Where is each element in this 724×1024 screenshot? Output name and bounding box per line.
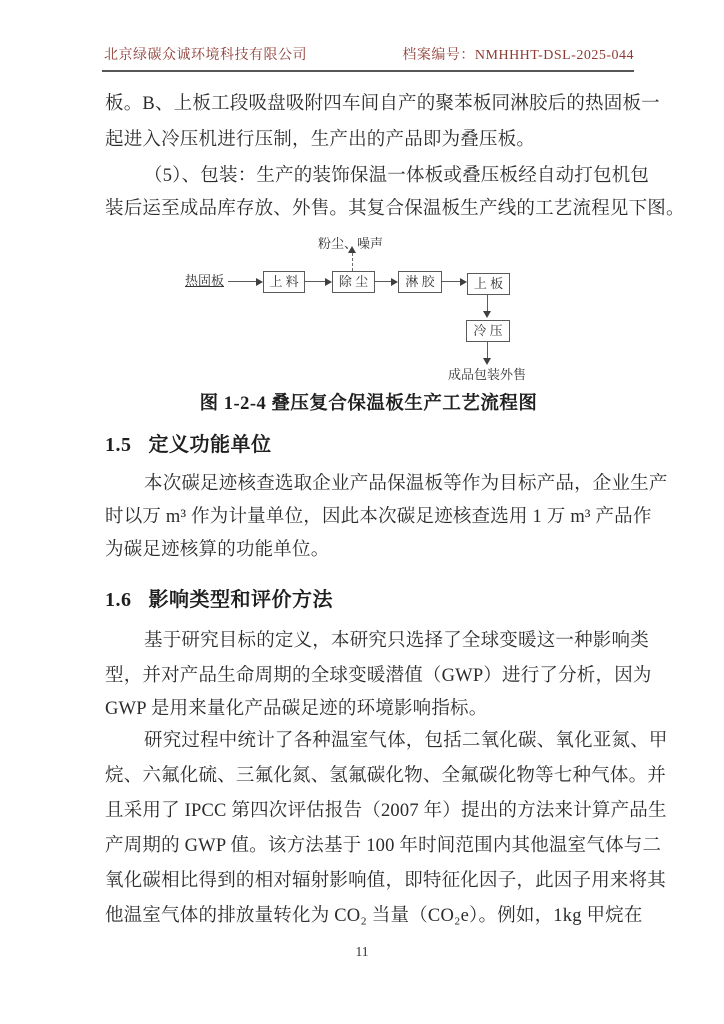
header-rule <box>102 70 634 72</box>
section-number: 1.6 <box>105 589 132 611</box>
paragraph-line: 起进入冷压机进行压制，生产出的产品即为叠压板。 <box>105 130 536 150</box>
section-heading-1-6 <box>105 583 333 612</box>
flow-step-feeding: 上 料 <box>263 271 305 293</box>
arrow-right-icon <box>460 278 467 286</box>
paragraph-line: 时以万 m³ 作为计量单位，因此本次碳足迹核查选用 1 万 m³ 产品作 <box>105 507 652 527</box>
section-title: 定义功能单位 <box>148 434 272 456</box>
paragraph-line: GWP 是用来量化产品碳足迹的环境影响指标。 <box>105 699 488 719</box>
flow-line <box>487 295 488 311</box>
flow-input-label: 热固板 <box>185 273 225 288</box>
page-number: 11 <box>355 944 369 959</box>
flow-step-cold-pressing: 冷 压 <box>466 320 510 342</box>
arrow-right-icon <box>256 278 263 286</box>
flow-line <box>375 281 391 282</box>
header-company-name: 北京绿碳众诚环境科技有限公司 <box>104 48 307 63</box>
flow-line <box>305 281 325 282</box>
flow-line <box>487 342 488 358</box>
paragraph-line: 烷、六氟化硫、三氟化氮、氢氟碳化物、全氟碳化物等七种气体。并 <box>105 766 667 786</box>
paragraph-line: 装后运至成品库存放、外售。其复合保温板生产线的工艺流程见下图。 <box>105 199 685 219</box>
paragraph-line: 型，并对产品生命周期的全球变暖潜值（GWP）进行了分析，因为 <box>105 666 652 686</box>
paragraph-line: 且采用了 IPCC 第四次评估报告（2007 年）提出的方法来计算产品生 <box>105 801 667 821</box>
header-archive-number <box>402 47 634 65</box>
flow-step-dust-removal: 除 尘 <box>332 271 375 293</box>
paragraph-line: 为碳足迹核算的功能单位。 <box>105 540 330 560</box>
paragraph-line: 他温室气体的排放量转化为 CO₂ 当量（CO₂e）。例如，1kg 甲烷在 <box>105 906 643 926</box>
flow-emission-label: 粉尘、噪声 <box>318 236 384 251</box>
flow-dashed-line <box>352 253 353 271</box>
process-flowchart <box>105 232 632 388</box>
arrow-right-icon <box>325 278 332 286</box>
arrow-right-icon <box>391 278 398 286</box>
section-heading-1-5 <box>105 428 272 457</box>
section-title: 影响类型和评价方法 <box>148 589 333 611</box>
paragraph-line: 氧化碳相比得到的相对辐射影响值，即特征化因子，此因子用来将其 <box>105 871 667 891</box>
arrow-down-icon <box>483 358 491 365</box>
figure-caption: 图 1-2-4 叠压复合保温板生产工艺流程图 <box>199 394 538 414</box>
flow-output-label: 成品包装外售 <box>448 367 527 382</box>
arrow-down-icon <box>483 311 491 318</box>
arrow-up-icon <box>348 246 356 253</box>
paragraph-line: 产周期的 GWP 值。该方法基于 100 年时间范围内其他温室气体与二 <box>105 836 662 856</box>
flow-step-board-loading: 上 板 <box>467 273 510 295</box>
section-number: 1.5 <box>105 434 132 456</box>
flow-line <box>228 281 256 282</box>
flow-step-glue-pouring: 淋 胶 <box>398 271 442 293</box>
paragraph-line: 板。B、上板工段吸盘吸附四车间自产的聚苯板同淋胶后的热固板一 <box>105 94 660 114</box>
paragraph-line: 本次碳足迹核查选取企业产品保温板等作为目标产品，企业生产 <box>144 474 668 494</box>
archive-value: NMHHHT-DSL-2025-044 <box>474 48 634 63</box>
archive-label: 档案编号： <box>402 48 475 63</box>
paragraph-line: 基于研究目标的定义，本研究只选择了全球变暖这一种影响类 <box>144 631 649 651</box>
paragraph-line: 研究过程中统计了各种温室气体，包括二氧化碳、氧化亚氮、甲 <box>144 731 668 751</box>
flow-line <box>442 281 460 282</box>
paragraph-line: （5）、包装：生产的装饰保温一体板或叠压板经自动打包机包 <box>144 166 650 186</box>
